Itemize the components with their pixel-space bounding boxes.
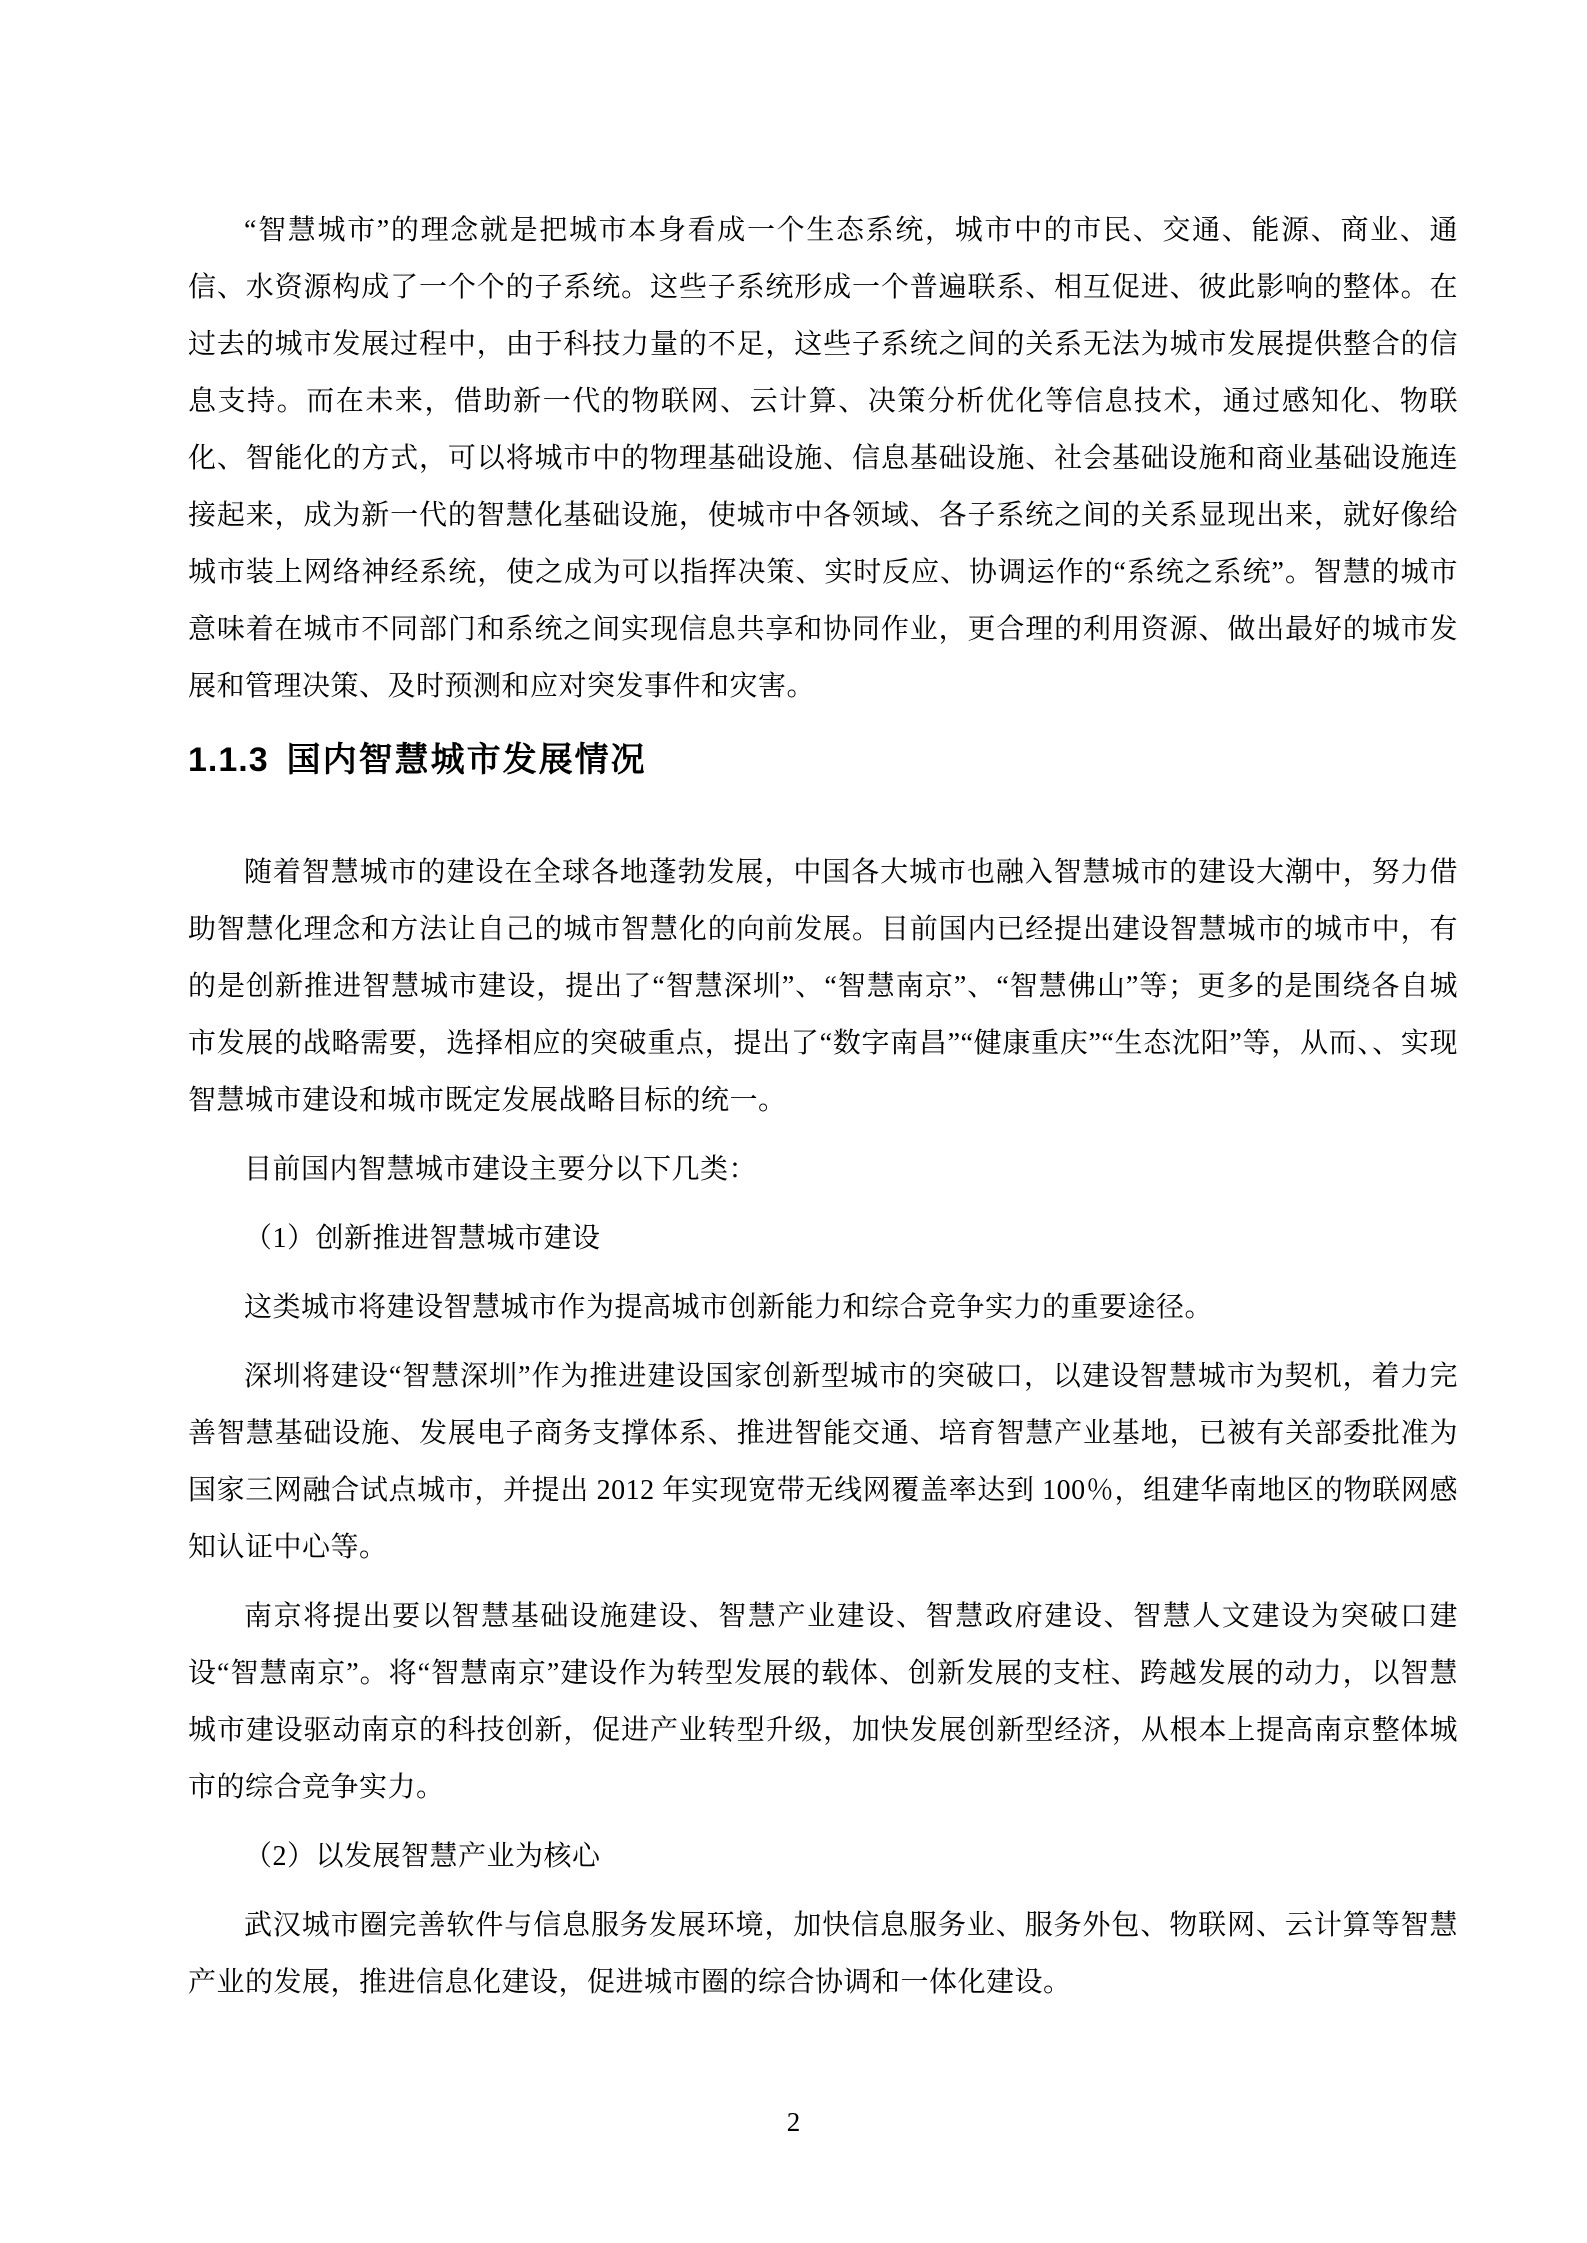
body-paragraph: 武汉城市圈完善软件与信息服务发展环境，加快信息服务业、服务外包、物联网、云计算等智慧产业的发展，推进信息化建设，促进城市圈的综合协调和一体化建设。 — [188, 1910, 1458, 1998]
list-item-paragraph: （2）以发展智慧产业为核心 — [244, 1841, 601, 1872]
section-heading-number: 1.1.3 — [188, 741, 269, 779]
body-paragraph: 目前国内智慧城市建设主要分以下几类： — [244, 1154, 758, 1185]
body-paragraph: 随着智慧城市的建设在全球各地蓬勃发展，中国各大城市也融入智慧城市的建设大潮中，努力借助智慧化理念和方法让自己的城市智慧化的向前发展。目前国内已经提出建设智慧城市的城市中，有的是创新推进智慧城市建设，提出了“智慧深圳”、“智慧南京”、“智慧佛山”等；更多的是围绕各自城市发展的战略需要，选择相应的突破重点，提出了“数字南昌”“健康重庆”“生态沈阳”等，从而、、实现智慧城市建设和城市既定发展战略目标的统一。 — [188, 857, 1458, 1116]
list-item-paragraph: （1）创新推进智慧城市建设 — [244, 1223, 601, 1254]
body-paragraph: 南京将提出要以智慧基础设施建设、智慧产业建设、智慧政府建设、智慧人文建设为突破口建设“智慧南京”。将“智慧南京”建设作为转型发展的载体、创新发展的支柱、跨越发展的动力，以智慧城市建设驱动南京的科技创新，促进产业转型升级，加快发展创新型经济，从根本上提高南京整体城市的综合竞争实力。 — [188, 1601, 1458, 1803]
body-paragraph: 这类城市将建设智慧城市作为提高城市创新能力和综合竞争实力的重要途径。 — [244, 1292, 1214, 1323]
body-paragraph: 深圳将建设“智慧深圳”作为推进建设国家创新型城市的突破口，以建设智慧城市为契机，着力完善智慧基础设施、发展电子商务支撑体系、推进智能交通、培育智慧产业基地，已被有关部委批准为国家三网融合试点城市，并提出 2012 年实现宽带无线网覆盖率达到 100％，组建华南地区的物联网感知认证中心等。 — [188, 1361, 1458, 1563]
page-number: 2 — [786, 2107, 801, 2137]
body-paragraph: “智慧城市”的理念就是把城市本身看成一个生态系统，城市中的市民、交通、能源、商业、通信、水资源构成了一个个的子系统。这些子系统形成一个普遍联系、相互促进、彼此影响的整体。在过去的城市发展过程中，由于科技力量的不足，这些子系统之间的关系无法为城市发展提供整合的信息支持。而在未来，借助新一代的物联网、云计算、决策分析优化等信息技术，通过感知化、物联化、智能化的方式，可以将城市中的物理基础设施、信息基础设施、社会基础设施和商业基础设施连接起来，成为新一代的智慧化基础设施，使城市中各领域、各子系统之间的关系显现出来，就好像给城市装上网络神经系统，使之成为可以指挥决策、实时反应、协调运作的“系统之系统”。智慧的城市意味着在城市不同部门和系统之间实现信息共享和协同作业，更合理的利用资源、做出最好的城市发展和管理决策、及时预测和应对突发事件和灾害。 — [188, 215, 1458, 702]
section-heading-title: 国内智慧城市发展情况 — [286, 742, 647, 779]
section-heading — [188, 729, 1458, 792]
document-body — [188, 202, 1458, 2023]
